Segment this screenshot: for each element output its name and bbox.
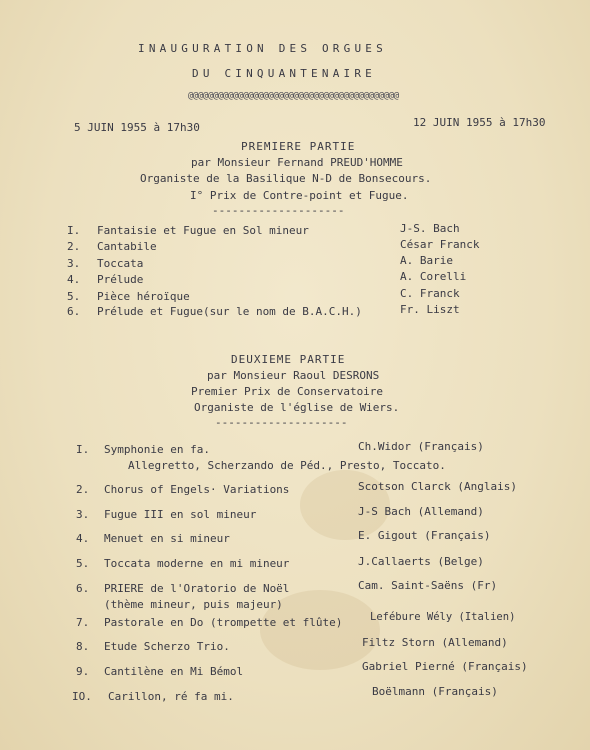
part2-heading: DEUXIEME PARTIE [231,353,346,366]
list-item-composer: Fr. Liszt [400,303,460,316]
list-item-note: (thème mineur, puis majeur) [104,598,283,611]
list-item-composer: A. Barie [400,254,453,267]
list-item-composer: Gabriel Pierné (Français) [362,660,528,673]
list-item-composer: César Franck [400,238,480,251]
list-item-number: 3. [76,508,90,521]
list-item-composer: A. Corelli [400,270,467,283]
list-item-title: Pièce héroïque [97,290,190,303]
part2-rule: -------------------- [215,416,348,429]
list-item-number: 7. [76,616,90,629]
list-item-composer: C. Franck [400,287,460,300]
part2-prize: Premier Prix de Conservatoire [191,385,384,398]
list-item-number: IO. [72,690,92,703]
list-item-title: Symphonie en fa. [104,443,210,456]
list-item-composer: J.Callaerts (Belge) [358,555,484,568]
list-item-number: 5. [76,557,90,570]
list-item-number: 8. [76,640,90,653]
list-item-movements: Allegretto, Scherzando de Péd., Presto, Toccato. [128,459,446,472]
list-item-composer: Ch.Widor (Français) [358,440,484,453]
list-item-number: 4. [76,532,90,545]
decorative-rule: @@@@@@@@@@@@@@@@@@@@@@@@@@@@@@@@@@@@@@@@@@ [188,91,399,101]
list-item-number: 2. [76,483,90,496]
list-item-title: Toccata moderne en mi mineur [104,557,290,570]
part2-performer: par Monsieur Raoul DESRONS [207,369,380,382]
list-item-title: Fantaisie et Fugue en Sol mineur [97,224,309,237]
list-item-composer: J-S Bach (Allemand) [358,505,484,518]
list-item-number: 6. [67,305,81,318]
list-item-title: Toccata [97,257,144,270]
list-item-title: Etude Scherzo Trio. [104,640,230,653]
list-item-number: 6. [76,582,90,595]
list-item-composer: Filtz Storn (Allemand) [362,636,508,649]
list-item-number: I. [76,443,90,456]
program-title: INAUGURATION DES ORGUES [138,42,387,55]
list-item-title: Pastorale en Do (trompette et flûte) [104,616,343,629]
list-item-title: Fugue III en sol mineur [104,508,257,521]
list-item-composer: Cam. Saint-Saëns (Fr) [358,579,498,592]
list-item-number: I. [67,224,81,237]
date-right: 12 JUIN 1955 à 17h30 [413,116,546,129]
list-item-composer: J-S. Bach [400,222,460,235]
date-left: 5 JUIN 1955 à 17h30 [74,121,200,134]
part1-heading: PREMIERE PARTIE [241,140,356,153]
list-item-composer: E. Gigout (Français) [358,529,491,542]
list-item-title: Carillon, ré fa mi. [108,690,234,703]
list-item-number: 5. [67,290,81,303]
list-item-title: Cantilène en Mi Bémol [104,665,244,678]
list-item-number: 2. [67,240,81,253]
list-item-number: 3. [67,257,81,270]
program-subtitle: DU CINQUANTENAIRE [192,67,376,80]
list-item-title: Cantabile [97,240,157,253]
list-item-title: Prélude et Fugue(sur le nom de B.A.C.H.) [97,305,362,318]
list-item-title: PRIERE de l'Oratorio de Noël [104,582,290,595]
list-item-title: Prélude [97,273,144,286]
part1-performer: par Monsieur Fernand PREUD'HOMME [191,156,403,169]
list-item-composer: Lefébure Wély (Italien) [370,611,516,623]
list-item-title: Chorus of Engels· Variations [104,483,290,496]
part2-role: Organiste de l'église de Wiers. [194,401,400,414]
list-item-composer: Boëlmann (Français) [372,685,498,698]
list-item-number: 4. [67,273,81,286]
part1-rule: -------------------- [212,204,345,217]
part1-role: Organiste de la Basilique N-D de Bonsecours. [140,172,432,185]
list-item-number: 9. [76,665,90,678]
list-item-title: Menuet en si mineur [104,532,230,545]
list-item-composer: Scotson Clarck (Anglais) [358,480,517,493]
part1-prize: I° Prix de Contre-point et Fugue. [190,189,409,202]
